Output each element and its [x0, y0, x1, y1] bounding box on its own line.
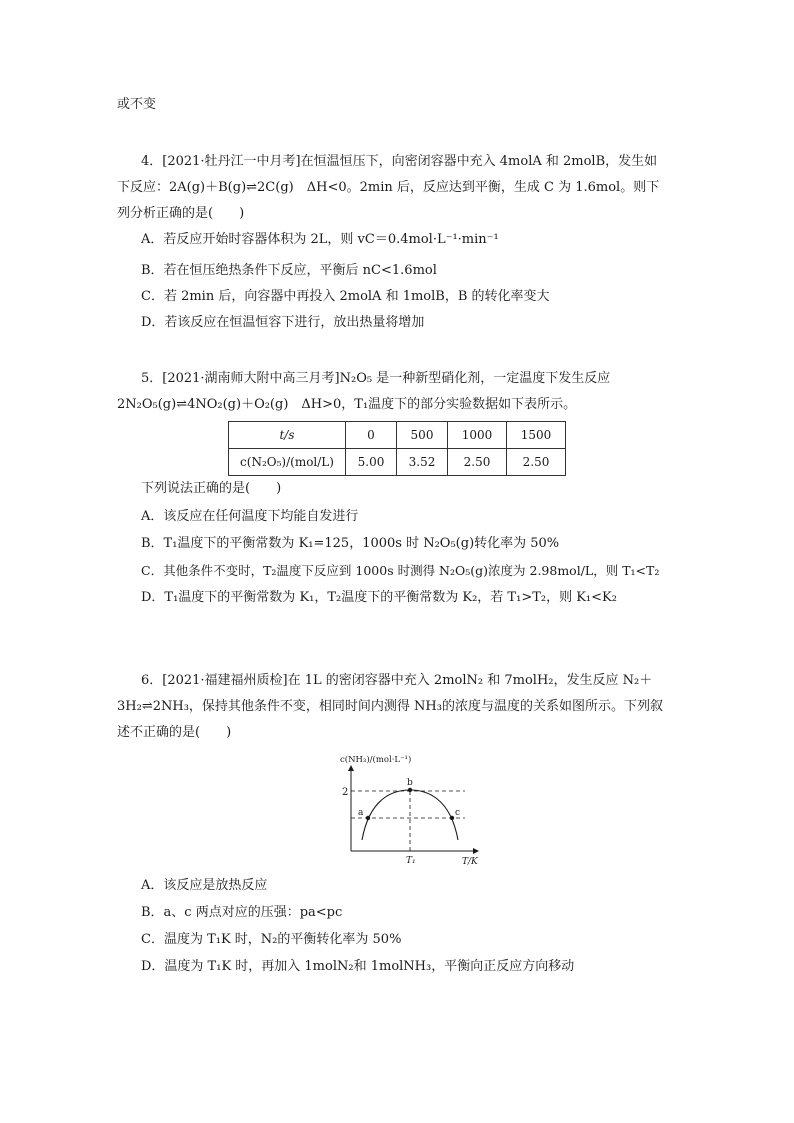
point-a-label: a — [358, 808, 364, 818]
table-cell: 5.00 — [346, 449, 397, 476]
q4-option-a: A．若反应开始时容器体积为 2L，则 vC＝0.4mol·L⁻¹·min⁻¹ — [141, 232, 499, 247]
table-row — [229, 449, 566, 476]
q6-stem-line1: 6．[2021·福建福州质检]在 1L 的密闭容器中充入 2molN₂ 和 7molH₂，发生反应 N₂＋ — [141, 673, 653, 688]
q6-option-d: D．温度为 T₁K 时，再加入 1molN₂和 1molNH₃，平衡向正反应方向移动 — [141, 959, 575, 974]
q4-stem-line2: 下反应：2A(g)＋B(g)⇌2C(g) ΔH<0。2min 后，反应达到平衡，生成 C 为 1.6mol。则下 — [117, 180, 660, 195]
y-tick-label: 2 — [342, 787, 349, 798]
table-cell: 1000 — [448, 422, 507, 449]
q6-option-a: A．该反应是放热反应 — [141, 878, 268, 893]
point-c-label: c — [455, 808, 461, 818]
q5-option-a: A．该反应在任何温度下均能自发进行 — [141, 509, 359, 524]
q4-stem-line3: 列分析正确的是( ) — [117, 206, 245, 221]
table-cell: 500 — [397, 422, 448, 449]
q5-prompt: 下列说法正确的是( ) — [141, 481, 282, 496]
continuation-text: 或不变 — [117, 97, 157, 112]
q4-stem-line1: 4．[2021·牡丹江一中月考]在恒温恒压下，向密闭容器中充入 4molA 和 2molB，发生如 — [141, 154, 658, 169]
q5-option-c: C．其他条件不变时，T₂温度下反应到 1000s 时测得 N₂O₅(g)浓度为 2.98mol/L，则 T₁<T₂ — [141, 563, 660, 578]
point-a — [366, 816, 370, 820]
q6-stem-line3: 述不正确的是( ) — [117, 725, 232, 740]
q6-option-b: B．a、c 两点对应的压强：pa<pc — [141, 905, 343, 920]
point-b-label: b — [407, 778, 413, 788]
q4-option-c: C．若 2min 后，向容器中再投入 2molA 和 1molB，B 的转化率变大 — [141, 289, 550, 304]
q5-stem-line2: 2N₂O₅(g)⇌4NO₂(g)＋O₂(g) ΔH>0，T₁温度下的部分实验数据如下表所示。 — [117, 397, 577, 412]
q5-option-d: D．T₁温度下的平衡常数为 K₁，T₂温度下的平衡常数为 K₂，若 T₁>T₂，则 K₁<K₂ — [141, 590, 617, 605]
table-cell: 2.50 — [507, 449, 566, 476]
q5-data-table — [228, 421, 566, 476]
point-c — [450, 816, 454, 820]
table-cell: 0 — [346, 422, 397, 449]
table-cell: 3.52 — [397, 449, 448, 476]
q6-concentration-temperature-chart — [300, 748, 500, 866]
y-axis-label: c(NH₃)/(mol·L⁻¹) — [340, 755, 412, 765]
x-tick-label: T₁ — [406, 856, 416, 866]
q4-option-d: D．若该反应在恒温恒容下进行，放出热量将增加 — [141, 315, 425, 330]
table-cell: 1500 — [507, 422, 566, 449]
q6-stem-line2: 3H₂⇌2NH₃，保持其他条件不变，相同时间内测得 NH₃的浓度与温度的关系如图所示。下列叙 — [117, 699, 663, 714]
q5-stem-line1: 5．[2021·湖南师大附中高三月考]N₂O₅ 是一种新型硝化剂，一定温度下发生反应 — [141, 371, 611, 386]
q5-option-b: B．T₁温度下的平衡常数为 K₁=125，1000s 时 N₂O₅(g)转化率为 50% — [141, 536, 560, 551]
q4-option-b: B．若在恒压绝热条件下反应，平衡后 nC<1.6mol — [141, 263, 437, 278]
x-axis-label: T/K — [462, 857, 478, 866]
point-b — [408, 788, 412, 792]
table-row — [229, 422, 566, 449]
q6-option-c: C．温度为 T₁K 时，N₂的平衡转化率为 50% — [141, 932, 402, 947]
table-cell: t/s — [229, 422, 346, 449]
table-cell: c(N₂O₅)/(mol/L) — [229, 449, 346, 476]
table-cell: 2.50 — [448, 449, 507, 476]
